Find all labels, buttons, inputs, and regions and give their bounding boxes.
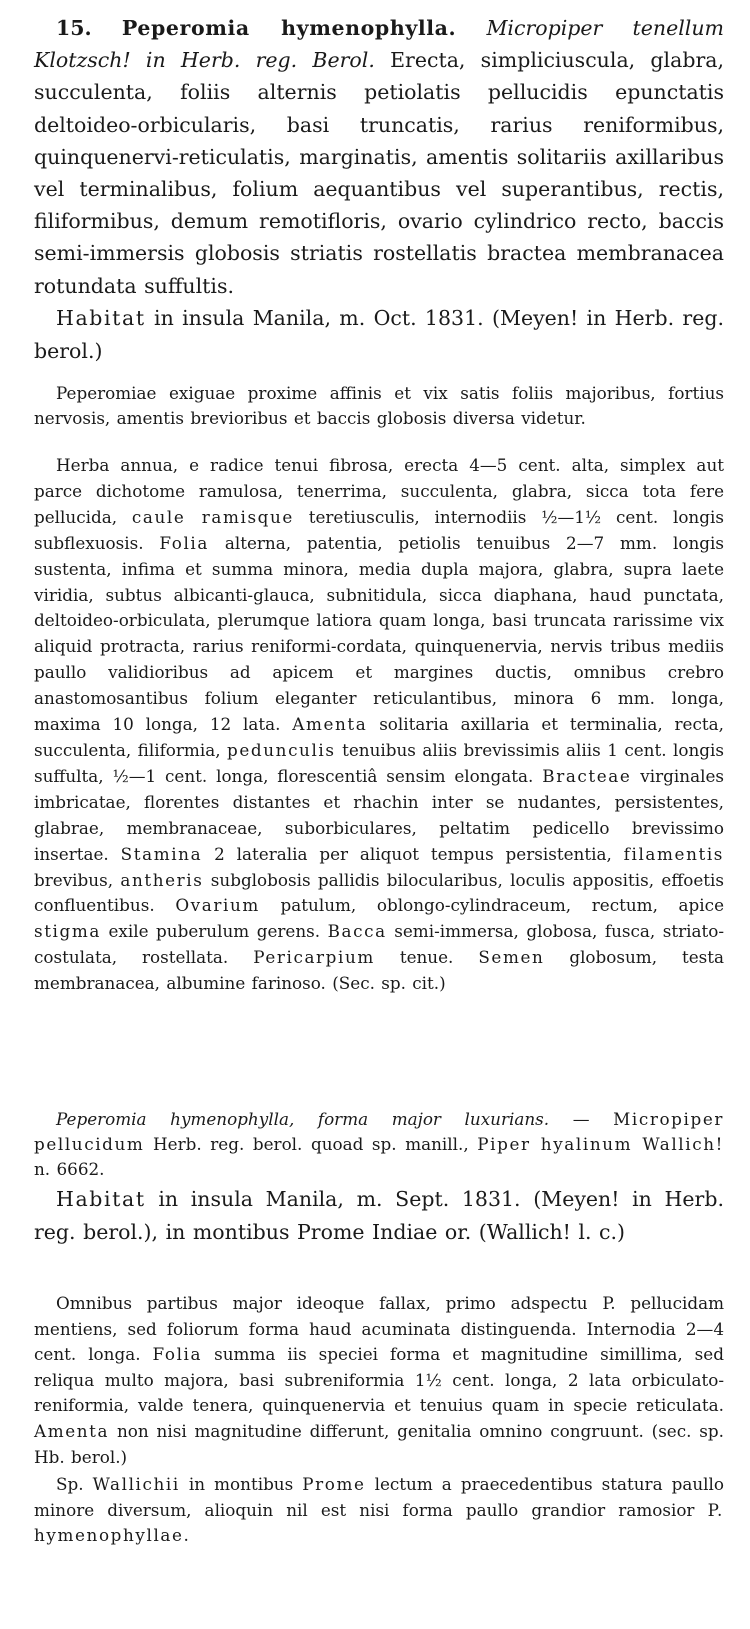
forma-title: Peperomia hymenophylla, forma major luxurians. (56, 1109, 550, 1129)
folia-term: Folia (159, 532, 209, 553)
ovarium-term: Ovarium (175, 895, 260, 916)
forma-description (34, 1291, 724, 1470)
pericarpium-term: Pericarpium (253, 947, 375, 968)
forma-dash: — (572, 1109, 590, 1129)
forma-heading (34, 1107, 724, 1182)
wallich-sp: Sp. (56, 1474, 84, 1494)
stamina-text: 2 lateralia per aliquot tempus persistentia, (214, 843, 612, 864)
habitat-2-label: Habitat (56, 1187, 146, 1211)
forma-synonym-1: Micropiper pellucidum (34, 1109, 724, 1154)
amenta-text: solitaria axillaria et terminalia, recta, succulenta, filiformia, (34, 714, 724, 760)
forma-folia-term: Folia (152, 1344, 203, 1365)
antheris-text: subglobosis pallidis bilocularibus, loculis appositis, effoetis confluentibus. (34, 869, 724, 916)
entry-number: 15. (56, 16, 92, 40)
bracteae-text: virginales imbricatae, florentes distantes et rhachin inter se nudantes, persistentes, glabrae, membranaceae, suborbiculares, peltatim pedicello brevissimo insertae. (34, 765, 724, 864)
filamentis-term: filamentis (623, 843, 724, 864)
affinity-note: Peperomiae exiguae proxime affinis et vix satis foliis majoribus, fortius nervosis, amentis brevioribus et baccis globosis diversa videtur. (34, 383, 724, 428)
stigma-term: stigma (34, 921, 101, 942)
pedunculis-term: pedunculis (227, 739, 336, 760)
forma-synonym-1-source: Herb. reg. berol. quoad sp. manill., (153, 1134, 469, 1154)
long-description (34, 453, 724, 997)
pericarpium-text: tenue. (399, 947, 454, 968)
forma-synonym-2: Piper hyalinum Wallich! (477, 1134, 724, 1154)
folia-text: alterna, patentia, petiolis tenuibus 2—7 mm. longis sustenta, infima et summa minora, media dupla majora, glabra, supra laete viridia, subtus albicanti-glauca, subnitidula, sicca diaphana, haud punctata, deltoideo-orbiculata, plerumque latiora quam longa, basi truncata rarissime vix aliquid protracta, rarius reniformi-cordata, quinquenervia, nervis tribus mediis paullo validioribus ad apicem et margines ductis, omnibus crebro anastomosantibus folium eleganter reticulantibus, minora 6 mm. longa, maxima 10 longa, 12 lata. (34, 532, 724, 735)
bracteae-term: Bracteae (542, 765, 632, 786)
ovarium-text: patulum, oblongo-cylindraceum, rectum, apice (280, 895, 724, 916)
diagnosis-text: Erecta, simpliciuscula, glabra, succulenta, foliis alternis petiolatis pellucidis epunctatis deltoideo-orbicularis, basi truncatis, rarius reniformibus, quinquenervi-reticulatis, marginatis, amentis solitariis axillaribus vel terminalibus, folium aequantibus vel superantibus, rectis, filiformibus, demum remotifloris, ovario cylindrico recto, baccis semi-immersis globosis striatis rostellatis bractea membranacea rotundata suffultis. (34, 48, 724, 298)
synonym: Micropiper tenellum Klotzsch! in Herb. reg. Berol. (34, 16, 724, 73)
filamentis-text: brevibus, (34, 869, 114, 890)
internodia-text: teretiusculis, internodiis ½—1½ cent. longis subflexuosis. (34, 506, 724, 553)
habitat-2-paragraph (34, 1183, 724, 1248)
forma-folia-text: summa iis speciei forma et magnitudine simillima, sed reliqua multo majora, basi subreniformia 1½ cent. longa, 2 lata orbiculato-reniformia, valde tenera, quinquenervia et tenuius quam in specie reticulata. (34, 1344, 724, 1416)
species-name: Peperomia hymenophylla. (121, 16, 457, 40)
habitat-2-text: in insula Manila, m. Sept. 1831. (Meyen! in Herb. reg. berol.), in montibus Prome Indiae or. (Wallich! l. c.) (34, 1187, 724, 1244)
forma-amenta-term: Amenta (34, 1420, 110, 1441)
semen-text: globosum, testa membranacea, albumine farinoso. (Sec. sp. cit.) (34, 947, 724, 994)
amenta-term: Amenta (292, 714, 368, 735)
bacca-text: semi-immersa, globosa, fusca, striato-costulata, rostellata. (34, 921, 724, 968)
habitat-paragraph (34, 302, 724, 367)
herba-text: Herba annua, e radice tenui fibrosa, erecta 4—5 cent. alta, simplex aut parce dichotome ramulosa, tenerrima, succulenta, glabra, sicca tota fere pellucida, (34, 455, 724, 527)
wallich-species: P. hymenophyllae. (34, 1499, 724, 1546)
forma-description-intro: Omnibus partibus major ideoque fallax, primo adspectu P. pellucidam mentiens, sed foliorum forma haud acuminata distinguenda. Internodia 2—4 cent. longa. (34, 1293, 724, 1365)
pedunculis-text: tenuibus aliis brevissimis aliis 1 cent. longis suffulta, ½—1 cent. longa, florescentiâ sensim elongata. (34, 739, 725, 786)
forma-amenta-text: non nisi magnitudine differunt, genitalia omnino congruunt. (sec. sp. Hb. berol.) (34, 1420, 724, 1467)
wallich-note (34, 1472, 724, 1549)
wallich-name: Wallichii (92, 1474, 180, 1494)
wallich-in-montibus: in montibus (188, 1474, 294, 1494)
antheris-term: antheris (120, 869, 204, 890)
bacca-term: Bacca (327, 921, 387, 942)
habitat-text: in insula Manila, m. Oct. 1831. (Meyen! in Herb. reg. berol.) (34, 306, 724, 363)
wallich-text: lectum a praecedentibus statura paullo minore diversum, alioquin nil est nisi forma paullo grandior ramosior (34, 1474, 725, 1520)
forma-synonym-2-number: n. 6662. (34, 1159, 105, 1179)
stigma-text: exile puberulum gerens. (108, 921, 321, 942)
semen-term: Semen (478, 947, 545, 968)
stamina-term: Stamina (120, 843, 203, 864)
wallich-prome: Prome (302, 1474, 366, 1494)
habitat-label: Habitat (56, 306, 146, 330)
species-heading-paragraph (34, 12, 724, 302)
caule-term: caule ramisque (131, 506, 294, 527)
